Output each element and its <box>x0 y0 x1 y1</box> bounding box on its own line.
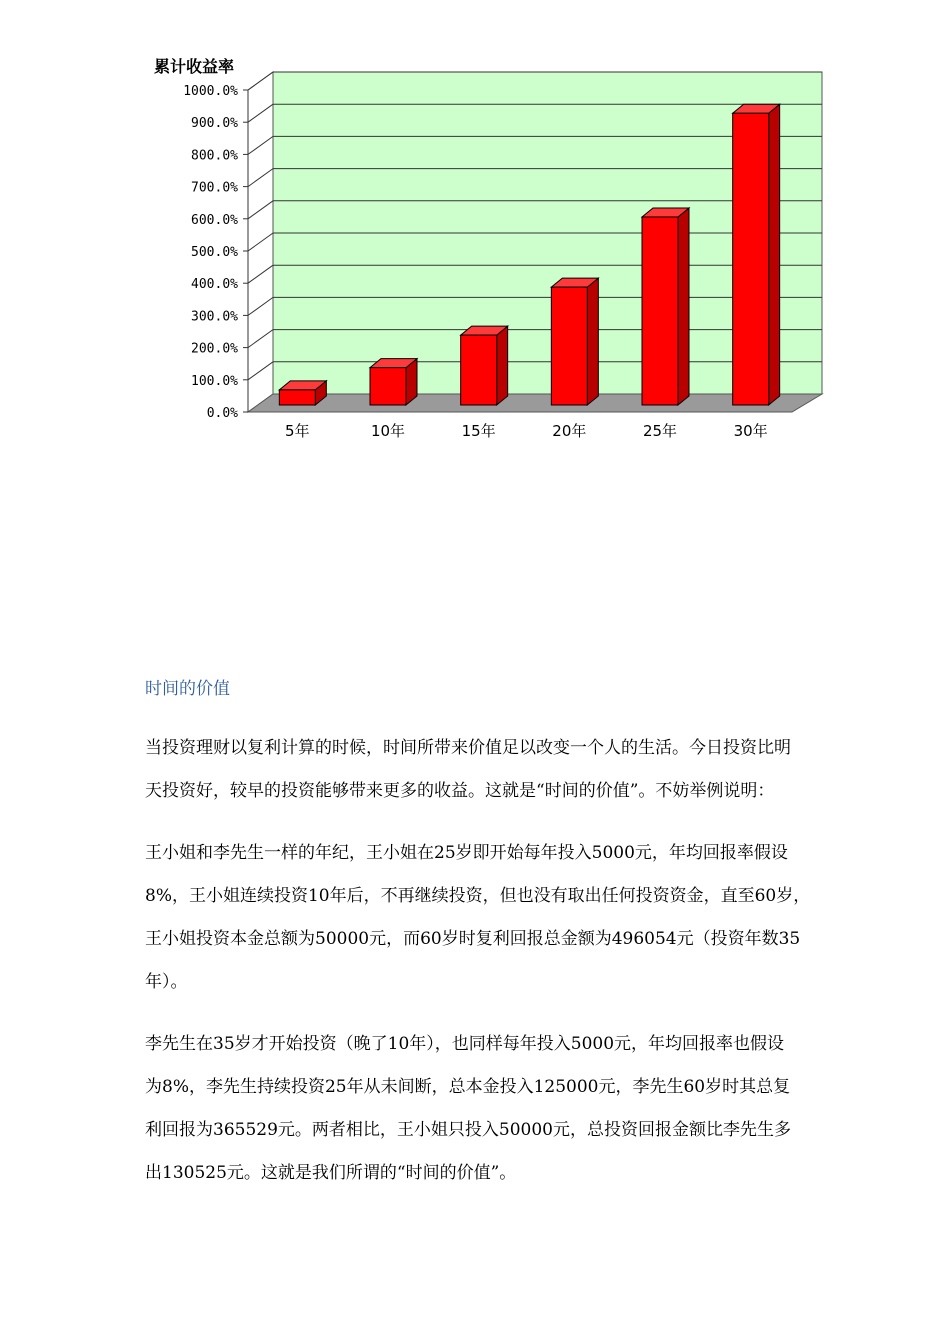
y-tick-label: 200.0% <box>191 341 238 357</box>
paragraph-line: 利回报为365529元。两者相比，王小姐只投入50000元，总投资回报金额比李先生多 <box>145 1120 791 1140</box>
bar-front <box>279 390 315 405</box>
bar-front <box>461 335 497 405</box>
x-tick-label: 25年 <box>642 422 678 440</box>
bar-10年 <box>370 359 417 405</box>
chart-y-ticks <box>183 84 238 421</box>
bar-side <box>769 104 780 405</box>
paragraph-line: 年）。 <box>145 972 188 992</box>
cumulative-return-chart <box>140 52 840 462</box>
x-tick-label: 5年 <box>285 422 310 440</box>
paragraph <box>145 1023 885 1195</box>
bar-side <box>678 208 689 405</box>
paragraph-line: 当投资理财以复利计算的时候，时间所带来价值足以改变一个人的生活。今日投资比明 <box>145 738 791 758</box>
paragraph-line: 王小姐投资本金总额为50000元，而60岁时复利回报总金额为496054元（投资年数35 <box>145 929 801 949</box>
x-tick-label: 20年 <box>552 422 587 440</box>
paragraph-line: 出130525元。这就是我们所谓的“时间的价值”。 <box>145 1163 517 1183</box>
paragraph-line: 为8%，李先生持续投资25年从未间断，总本金投入125000元，李先生60岁时其总复 <box>145 1077 791 1097</box>
paragraph-line: 李先生在35岁才开始投资（晚了10年），也同样每年投入5000元，年均回报率也假设 <box>145 1034 785 1054</box>
bar-30年 <box>733 104 780 405</box>
y-tick-label: 500.0% <box>191 245 238 260</box>
bar-side <box>587 278 598 405</box>
y-tick-label: 900.0% <box>191 116 238 132</box>
bar-5年 <box>279 381 326 405</box>
x-tick-label: 30年 <box>733 422 768 440</box>
y-tick-label: 400.0% <box>191 277 238 293</box>
bar-front <box>642 217 678 405</box>
section-title: 时间的价值 <box>145 679 230 699</box>
paragraph-line: 王小姐和李先生一样的年纪，王小姐在25岁即开始每年投入5000元，年均回报率假设 <box>145 843 788 863</box>
x-tick-label: 10年 <box>370 422 406 440</box>
paragraph-line: 天投资好，较早的投资能够带来更多的收益。这就是“时间的价值”。不妨举例说明： <box>145 781 775 801</box>
bar-front <box>733 113 769 405</box>
x-tick-label: 15年 <box>461 422 496 440</box>
y-tick-label: 1000.0% <box>183 84 238 99</box>
paragraph <box>145 727 885 813</box>
chart-x-ticks <box>285 422 768 440</box>
y-tick-label: 700.0% <box>191 180 238 196</box>
paragraph-line: 8%，王小姐连续投资10年后，不再继续投资，但也没有取出任何投资资金，直至60岁， <box>145 886 811 906</box>
y-tick-label: 800.0% <box>191 148 238 164</box>
y-axis-title: 累计收益率 <box>154 57 235 76</box>
y-tick-label: 100.0% <box>191 373 238 389</box>
bar-front <box>551 287 587 405</box>
chart-canvas <box>140 52 840 462</box>
y-tick-label: 300.0% <box>191 309 238 325</box>
bar-side <box>497 326 508 405</box>
bar-front <box>370 368 406 405</box>
bar-20年 <box>551 278 598 405</box>
y-tick-label: 0.0% <box>206 406 238 421</box>
bar-15年 <box>461 326 508 405</box>
y-tick-label: 600.0% <box>191 212 238 228</box>
paragraph <box>145 832 885 1004</box>
bar-25年 <box>642 208 689 405</box>
